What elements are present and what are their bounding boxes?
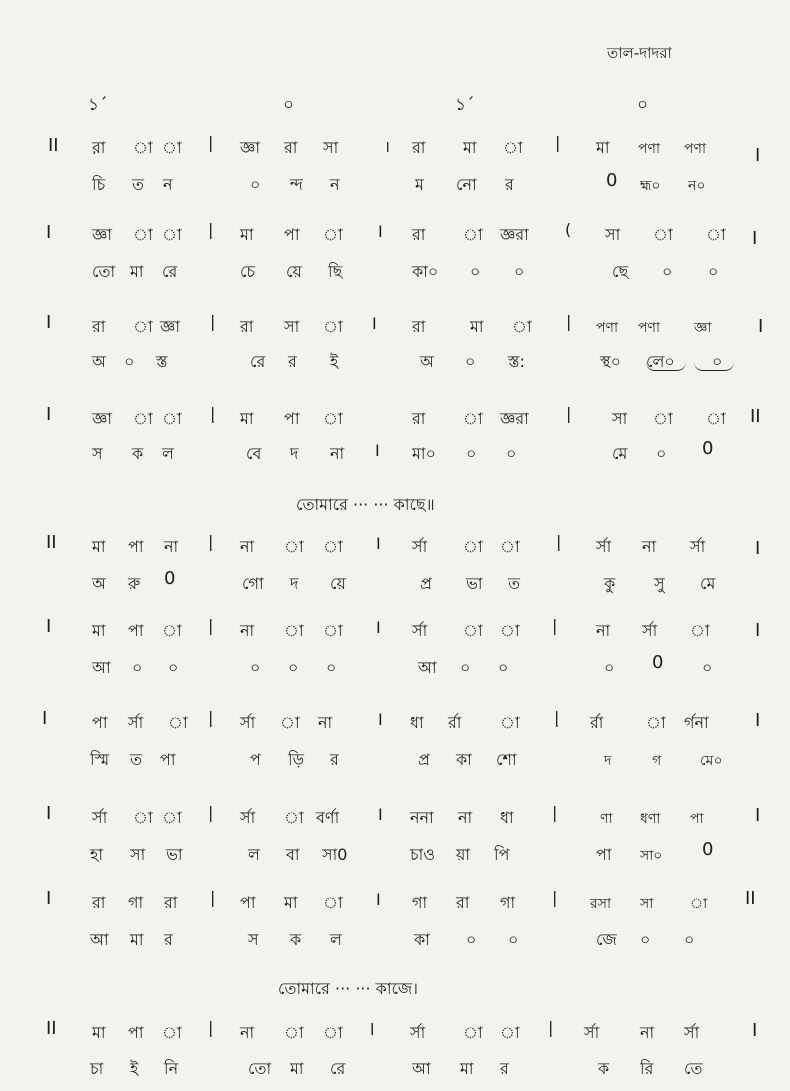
lyric: চে — [240, 262, 256, 281]
note: রা — [92, 317, 106, 336]
lyric: ০ — [604, 658, 615, 677]
bar-line: | — [556, 532, 562, 551]
note: া — [323, 537, 343, 556]
bar-line: | — [552, 803, 558, 822]
lyric: ০ — [470, 262, 481, 281]
note: পা — [690, 811, 704, 827]
note: রা — [456, 893, 470, 912]
line-end-mark: I — [752, 1020, 758, 1041]
lyric: কা — [456, 750, 472, 769]
lyric: ০ — [132, 658, 143, 677]
note: মা — [596, 138, 610, 157]
note: জ্ঞা — [240, 138, 260, 157]
lyric: আ — [90, 930, 109, 949]
lyric: মা — [290, 1059, 304, 1078]
line-end-mark: I — [755, 710, 761, 731]
bar-line: | — [208, 1018, 214, 1037]
note: া — [500, 713, 520, 732]
lyric: ন্দ — [290, 175, 303, 194]
line-start-mark: II — [48, 135, 59, 156]
note: া — [133, 225, 153, 244]
line-start-mark: I — [46, 312, 52, 333]
lyric: গো — [242, 574, 264, 593]
tie-mark — [646, 362, 686, 371]
lyric: ০ — [498, 658, 509, 677]
lyric: প — [250, 750, 261, 769]
note: া — [512, 317, 532, 336]
lyric: হ্ম০ — [640, 178, 661, 194]
line-end-mark: I — [755, 145, 761, 166]
note: র্সা — [684, 1023, 700, 1042]
bar-line: | — [208, 532, 214, 551]
lyric: ক — [132, 444, 144, 463]
line-end-mark: I — [752, 228, 758, 249]
note: রা — [412, 225, 426, 244]
lyric: র — [330, 750, 339, 769]
lyric: পি — [494, 845, 510, 864]
lyric: শো — [496, 750, 517, 769]
note: মা — [92, 1023, 106, 1042]
bar-line: | — [552, 616, 558, 635]
note: রা — [164, 893, 178, 912]
note: া — [162, 138, 182, 157]
lyric: ত — [132, 175, 145, 194]
note: র্গনা — [684, 713, 709, 732]
note: া — [706, 409, 726, 428]
note: র্সা — [92, 808, 108, 827]
line-start-mark: I — [46, 616, 52, 637]
note: না — [240, 1023, 255, 1042]
note: গা — [412, 893, 428, 912]
lyric: ০ — [506, 444, 517, 463]
lyric: রে — [162, 262, 178, 281]
lyric: আ — [418, 658, 437, 677]
note: না — [240, 537, 255, 556]
note: র্রা — [590, 713, 604, 732]
lyric: পা — [160, 750, 176, 769]
note: া — [162, 621, 182, 640]
note: ধা — [410, 713, 424, 732]
note: জ্ঞা — [92, 409, 112, 428]
lyric: অ — [92, 574, 106, 593]
note: না — [318, 713, 333, 732]
note: রা — [92, 893, 106, 912]
line-start-mark: I — [46, 222, 52, 243]
refrain-line: তোমারে ··· ··· কাছে॥ — [296, 495, 435, 514]
lyric: আ — [412, 1059, 431, 1078]
lyric: 0 — [606, 170, 618, 191]
note: মা — [92, 537, 106, 556]
lyric: ০ — [712, 352, 723, 371]
line-start-mark: II — [46, 1018, 57, 1039]
note: পা — [128, 537, 144, 556]
note: র্সা — [690, 537, 706, 556]
refrain-line: তোমারে ··· ··· কাজে। — [278, 979, 418, 998]
lyric: ০ — [168, 658, 179, 677]
bar-line: I — [378, 222, 383, 241]
note: সা — [640, 896, 654, 912]
lyric: স — [92, 444, 103, 463]
note: া — [133, 808, 153, 827]
tie-mark — [694, 362, 734, 371]
bar-line: I — [378, 710, 383, 729]
note: সা — [612, 409, 628, 428]
note: মা — [284, 893, 298, 912]
lyric: য়া — [456, 845, 471, 864]
bar-line: | — [210, 404, 216, 423]
lyric: নি — [164, 1059, 179, 1078]
bar-line: | — [554, 708, 560, 727]
bar-line: | — [566, 404, 572, 423]
lyric: মে — [700, 574, 716, 593]
note: রা — [284, 138, 298, 157]
note: র্রা — [448, 713, 462, 732]
lyric: ০ — [465, 352, 476, 371]
note: া — [653, 225, 673, 244]
lyric: মে০ — [700, 753, 723, 769]
line-end-mark: I — [755, 805, 761, 826]
lyric: সু — [654, 574, 665, 593]
note: না — [458, 808, 473, 827]
note: ণা — [600, 811, 613, 827]
note: র্সা — [128, 713, 144, 732]
note: সা — [605, 225, 621, 244]
line-start-mark: I — [46, 404, 52, 425]
tala-heading: তাল-দাদরা — [607, 44, 672, 62]
note: না — [642, 537, 657, 556]
note: া — [503, 138, 523, 157]
note: না — [596, 621, 611, 640]
lyric: চাও — [410, 845, 436, 864]
note: া — [463, 225, 483, 244]
bar-line: l — [370, 1020, 375, 1039]
note: মা — [240, 225, 254, 244]
bar-line: | — [208, 803, 214, 822]
lyric: ক — [598, 1059, 610, 1078]
note: া — [280, 713, 300, 732]
note: া — [133, 409, 153, 428]
note: া — [323, 317, 343, 336]
lyric: ০ — [460, 658, 471, 677]
lyric: কা — [414, 930, 430, 949]
note: া — [500, 621, 520, 640]
note: র্সা — [410, 1023, 426, 1042]
note: ধা — [500, 808, 514, 827]
line-end-mark: I — [755, 620, 761, 641]
note: পণা — [638, 320, 661, 336]
bar-line: ( — [565, 220, 572, 239]
note: া — [284, 808, 304, 827]
note: র্সা — [412, 621, 428, 640]
lyric: তো — [248, 1059, 272, 1078]
lyric: য়ে — [286, 262, 302, 281]
lyric: জে — [596, 930, 617, 949]
bar-line: I — [372, 314, 377, 333]
lyric: ত — [508, 574, 521, 593]
bar-line: I — [376, 534, 381, 553]
lyric: রু — [128, 574, 141, 593]
note: া — [162, 409, 182, 428]
note: া — [500, 1023, 520, 1042]
note: া — [646, 713, 666, 732]
beat-marker: ০ — [637, 95, 649, 115]
lyric: প্র — [420, 574, 432, 593]
bar-line: I — [376, 890, 381, 909]
lyric: মা — [460, 1059, 474, 1078]
lyric: ন — [163, 175, 173, 194]
note: া — [162, 1023, 182, 1042]
bar-line: | — [548, 1018, 554, 1037]
lyric: ০ — [514, 262, 525, 281]
lyric: ই — [130, 1059, 139, 1078]
lyric: দ — [290, 444, 299, 463]
note: না — [164, 537, 179, 556]
lyric: র — [288, 352, 297, 371]
lyric: র — [505, 175, 514, 194]
lyric: সা — [130, 845, 146, 864]
note: সা — [323, 138, 339, 157]
bar-line: | — [210, 888, 216, 907]
lyric: মা০ — [412, 444, 436, 463]
note: রা — [412, 317, 426, 336]
note: পণা — [596, 320, 619, 336]
bar-line: I — [375, 441, 380, 460]
note: মা — [92, 621, 106, 640]
lyric: গ — [652, 753, 662, 769]
lyric: ন — [330, 175, 340, 194]
lyric: কু — [604, 574, 616, 593]
lyric: ০ — [124, 352, 135, 371]
lyric: ড়ি — [288, 750, 305, 769]
note: া — [323, 893, 343, 912]
lyric: স্মি — [90, 750, 110, 769]
bar-line: | — [552, 888, 558, 907]
note: পা — [128, 621, 144, 640]
note: া — [162, 225, 182, 244]
lyric: রে — [330, 1059, 346, 1078]
lyric: ০ — [684, 930, 695, 949]
line-start-mark: I — [42, 708, 48, 729]
bar-line: | — [208, 220, 214, 239]
line-start-mark: I — [46, 803, 52, 824]
lyric: র — [500, 1059, 509, 1078]
lyric: ০ — [656, 444, 667, 463]
note: া — [463, 409, 483, 428]
lyric: স্ত — [156, 352, 168, 371]
note: না — [640, 1023, 655, 1042]
lyric: ০ — [288, 658, 299, 677]
lyric: চা — [90, 1059, 104, 1078]
line-end-mark: II — [750, 406, 761, 427]
bar-line: | — [210, 312, 216, 331]
lyric: 0 — [652, 652, 664, 673]
lyric: কা০ — [412, 262, 439, 281]
note: া — [463, 1023, 483, 1042]
lyric: ০ — [640, 930, 651, 949]
lyric: ০ — [326, 658, 337, 677]
bar-line: I — [376, 618, 381, 637]
note: মা — [470, 317, 484, 336]
note: া — [162, 808, 182, 827]
lyric: স — [248, 930, 259, 949]
lyric: প্র — [418, 750, 430, 769]
line-end-mark: I — [758, 316, 764, 337]
note: া — [168, 713, 188, 732]
bar-line: | — [566, 312, 572, 331]
note: জ্ঞা — [160, 317, 180, 336]
note: না — [240, 621, 255, 640]
bar-line: । — [384, 137, 391, 156]
note: র্সা — [596, 537, 612, 556]
lyric: তো — [92, 262, 116, 281]
lyric: ০ — [250, 175, 261, 194]
beat-marker: ১´ — [455, 95, 475, 115]
line-end-mark: II — [745, 888, 756, 909]
line-start-mark: I — [46, 888, 52, 909]
lyric: স্থ০ — [600, 352, 621, 371]
lyric: ০ — [708, 262, 719, 281]
bar-line: | — [208, 708, 214, 727]
lyric: দ — [290, 574, 299, 593]
lyric: রে — [250, 352, 266, 371]
lyric: ০ — [662, 262, 673, 281]
lyric: ভা — [466, 574, 483, 593]
lyric: সা০ — [640, 848, 663, 864]
lyric: য়ে — [330, 574, 346, 593]
note: া — [690, 621, 710, 640]
lyric: পা — [596, 845, 612, 864]
note: বর্ণা — [316, 808, 340, 827]
note: মা — [240, 409, 254, 428]
note: া — [284, 537, 304, 556]
note: রা — [412, 138, 426, 157]
note: ধণা — [640, 811, 661, 827]
line-start-mark: II — [46, 532, 57, 553]
note: পণা — [684, 141, 707, 157]
bar-line: | — [208, 133, 214, 152]
lyric: 0 — [702, 839, 714, 860]
note: া — [463, 537, 483, 556]
note: জ্ঞা — [92, 225, 112, 244]
lyric: না — [330, 444, 345, 463]
lyric: বে — [246, 444, 262, 463]
lyric: মা — [130, 930, 144, 949]
lyric: অ — [420, 352, 434, 371]
lyric: ০ — [466, 444, 477, 463]
note: রা — [412, 409, 426, 428]
note: র্সা — [584, 1023, 600, 1042]
lyric: ০ — [702, 658, 713, 677]
note: পণা — [638, 141, 661, 157]
note: া — [653, 409, 673, 428]
lyric: নো — [456, 175, 477, 194]
note: পা — [284, 409, 300, 428]
note: া — [323, 1023, 343, 1042]
lyric: ০ — [508, 930, 519, 949]
note: া — [133, 317, 153, 336]
lyric: ন০ — [688, 178, 706, 194]
lyric: ভা — [166, 845, 183, 864]
lyric: ল — [248, 845, 260, 864]
lyric: চি — [92, 175, 106, 194]
lyric: সা0 — [322, 845, 348, 864]
note: া — [323, 225, 343, 244]
note: া — [284, 1023, 304, 1042]
note: গা — [500, 893, 516, 912]
lyric: স্ত: — [508, 352, 525, 371]
bar-line: | — [555, 133, 561, 152]
line-end-mark: I — [755, 538, 761, 559]
note: ননা — [410, 808, 434, 827]
lyric: অ — [92, 352, 106, 371]
note: া — [323, 621, 343, 640]
lyric: ই — [330, 352, 339, 371]
lyric: দ — [604, 753, 612, 769]
lyric: ছে — [612, 262, 629, 281]
lyric: 0 — [164, 568, 176, 589]
note: জ্ঞা — [694, 320, 712, 336]
bar-line: | — [208, 616, 214, 635]
note: া — [690, 896, 708, 912]
lyric: র — [164, 930, 173, 949]
note: রা — [240, 317, 254, 336]
note: া — [706, 225, 726, 244]
note: া — [500, 537, 520, 556]
lyric: আ — [92, 658, 111, 677]
lyric: ত — [130, 750, 143, 769]
lyric: 0 — [702, 438, 714, 459]
lyric: মে — [612, 444, 628, 463]
lyric: ০ — [466, 930, 477, 949]
bar-line: I — [378, 805, 383, 824]
note: পা — [128, 1023, 144, 1042]
lyric: ০ — [250, 658, 261, 677]
note: া — [284, 621, 304, 640]
lyric: ল — [162, 444, 174, 463]
lyric: ছি — [328, 262, 343, 281]
lyric: মা — [130, 262, 144, 281]
beat-marker: ০ — [283, 95, 295, 115]
lyric: ম — [415, 175, 424, 194]
note: পা — [240, 893, 256, 912]
note: জ্ঞরা — [500, 225, 529, 244]
note: পা — [284, 225, 300, 244]
note: সা — [284, 317, 300, 336]
note: রসা — [590, 896, 612, 912]
lyric: বা — [286, 845, 300, 864]
note: র্সা — [412, 537, 428, 556]
beat-marker: ১´ — [88, 95, 108, 115]
note: মা — [463, 138, 477, 157]
note: র়া — [92, 138, 106, 157]
note: া — [323, 409, 343, 428]
lyric: হা — [90, 845, 104, 864]
note: র্সা — [240, 808, 256, 827]
lyric: ক — [290, 930, 302, 949]
note: র্সা — [240, 713, 256, 732]
lyric: রি — [640, 1059, 654, 1078]
note: গা — [128, 893, 144, 912]
lyric: লে০ — [646, 352, 675, 371]
note: া — [463, 621, 483, 640]
note: জ্ঞরা — [500, 409, 529, 428]
note: র্সা — [642, 621, 658, 640]
lyric: ল — [330, 930, 342, 949]
note: া — [133, 138, 153, 157]
note: পা — [92, 713, 108, 732]
lyric: তে — [684, 1059, 703, 1078]
